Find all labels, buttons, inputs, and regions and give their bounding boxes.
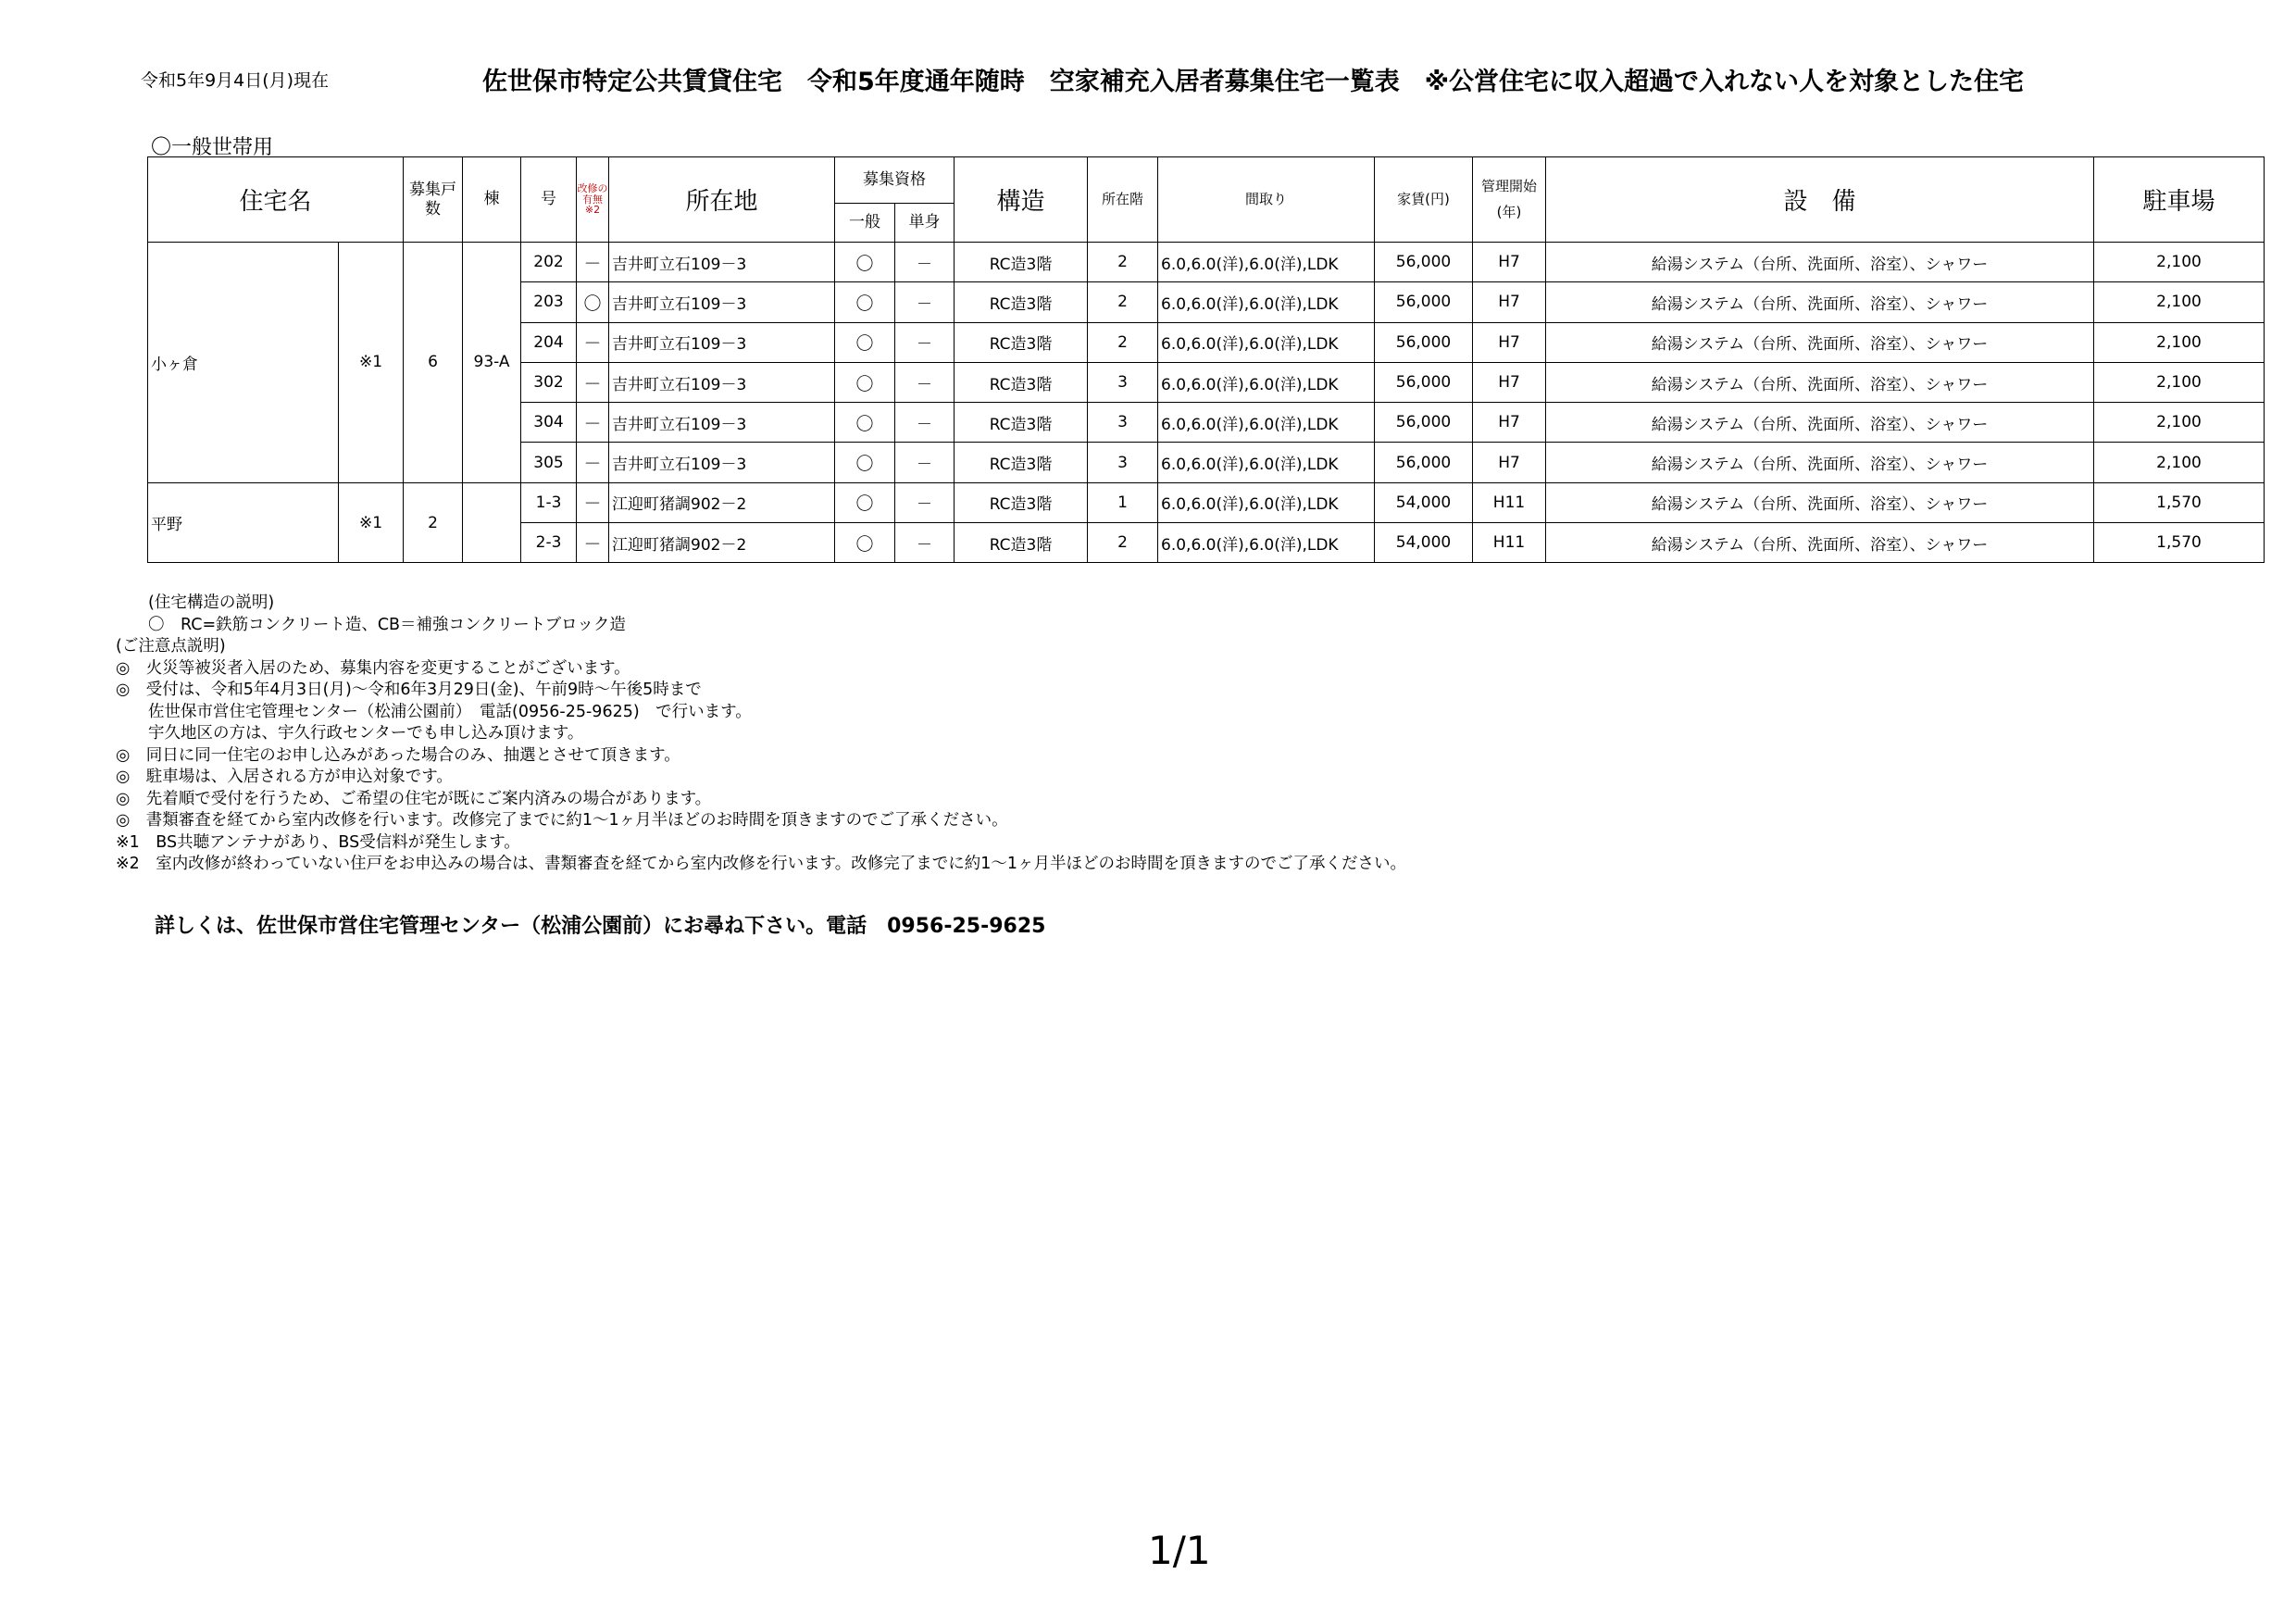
cell-structure: RC造3階	[955, 403, 1088, 443]
cell-general: 〇	[835, 443, 895, 482]
cell-kaishu: －	[577, 443, 609, 482]
cell-rent: 56,000	[1375, 362, 1473, 402]
cell-layout: 6.0,6.0(洋),6.0(洋),LDK	[1158, 322, 1375, 362]
cell-rent: 56,000	[1375, 243, 1473, 282]
header-structure: 構造	[955, 157, 1088, 243]
cell-address: 吉井町立石109－3	[609, 443, 835, 482]
cell-mgmt: H7	[1473, 322, 1546, 362]
cell-parking: 2,100	[2094, 403, 2265, 443]
note-line: 佐世保市営住宅管理センター（松浦公園前） 電話(0956-25-9625) で行います。	[116, 702, 752, 721]
cell-layout: 6.0,6.0(洋),6.0(洋),LDK	[1158, 282, 1375, 322]
cell-structure: RC造3階	[955, 443, 1088, 482]
note-line: ※2 室内改修が終わっていない住戸をお申込みの場合は、書類審査を経てから室内改修を行います。改修完了までに約1～1ヶ月半ほどのお時間を頂きますのでご了承ください。	[116, 855, 1406, 873]
section-label: 〇一般世帯用	[151, 136, 274, 159]
cell-facilities: 給湯システム（台所、洗面所、浴室）、シャワー	[1546, 403, 2094, 443]
cell-building: 93-A	[463, 243, 521, 483]
header-layout: 間取り	[1158, 157, 1375, 243]
cell-single: －	[895, 443, 955, 482]
cell-building	[463, 482, 521, 563]
cell-structure: RC造3階	[955, 322, 1088, 362]
cell-mgmt: H11	[1473, 523, 1546, 563]
cell-kaishu: －	[577, 403, 609, 443]
note-line: ※1 BS共聴アンテナがあり、BS受信料が発生します。	[116, 832, 520, 852]
header-eligibility: 募集資格	[835, 157, 955, 204]
table-row	[148, 482, 2265, 522]
header-general: 一般	[835, 204, 895, 243]
cell-floor: 1	[1088, 482, 1158, 522]
cell-kaishu: －	[577, 523, 609, 563]
header-number: 号	[521, 157, 577, 243]
cell-note: ※1	[339, 243, 404, 483]
header-address: 所在地	[609, 157, 835, 243]
cell-general: 〇	[835, 403, 895, 443]
note-line: ◎ 書類審査を経てから室内改修を行います。改修完了までに約1～1ヶ月半ほどのお時間を頂きますのでご了承ください。	[116, 811, 1008, 830]
cell-facilities: 給湯システム（台所、洗面所、浴室）、シャワー	[1546, 322, 2094, 362]
cell-general: 〇	[835, 282, 895, 322]
cell-parking: 2,100	[2094, 322, 2265, 362]
cell-number: 1-3	[521, 482, 577, 522]
document-date: 令和5年9月4日(月)現在	[141, 70, 330, 91]
cell-mgmt: H7	[1473, 282, 1546, 322]
note-line: 宇久地区の方は、宇久行政センターでも申し込み頂けます。	[116, 724, 584, 743]
header-count: 募集戸数	[404, 157, 463, 243]
note-line: ◎ 駐車場は、入居される方が申込対象です。	[116, 768, 453, 786]
page-number: 1/1	[1148, 1528, 1211, 1573]
cell-housing-name: 平野	[148, 482, 339, 563]
cell-rent: 56,000	[1375, 403, 1473, 443]
header-mgmt-unit: (年)	[1496, 203, 1522, 220]
cell-mgmt: H7	[1473, 403, 1546, 443]
cell-number: 2-3	[521, 523, 577, 563]
cell-count: 6	[404, 243, 463, 483]
cell-single: －	[895, 322, 955, 362]
cell-number: 204	[521, 322, 577, 362]
cell-layout: 6.0,6.0(洋),6.0(洋),LDK	[1158, 362, 1375, 402]
header-parking: 駐車場	[2094, 157, 2265, 243]
cell-number: 305	[521, 443, 577, 482]
note-line: (ご注意点説明)	[116, 637, 226, 656]
cell-parking: 1,570	[2094, 523, 2265, 563]
cell-floor: 2	[1088, 322, 1158, 362]
cell-address: 江迎町猪調902－2	[609, 523, 835, 563]
header-single: 単身	[895, 204, 955, 243]
cell-general: 〇	[835, 523, 895, 563]
header-mgmt-start	[1473, 157, 1546, 243]
cell-structure: RC造3階	[955, 362, 1088, 402]
header-name: 住宅名	[148, 157, 404, 243]
cell-address: 吉井町立石109－3	[609, 282, 835, 322]
cell-single: －	[895, 243, 955, 282]
cell-mgmt: H11	[1473, 482, 1546, 522]
cell-mgmt: H7	[1473, 443, 1546, 482]
housing-table	[147, 156, 2265, 563]
cell-kaishu: －	[577, 482, 609, 522]
cell-mgmt: H7	[1473, 362, 1546, 402]
cell-address: 吉井町立石109－3	[609, 362, 835, 402]
header-facilities: 設 備	[1546, 157, 2094, 243]
cell-address: 吉井町立石109－3	[609, 243, 835, 282]
cell-facilities: 給湯システム（台所、洗面所、浴室）、シャワー	[1546, 482, 2094, 522]
note-line: ◎ 受付は、令和5年4月3日(月)～令和6年3月29日(金)、午前9時～午後5時まで	[116, 681, 702, 699]
cell-structure: RC造3階	[955, 243, 1088, 282]
note-line: ◎ 先着順で受付を行うため、ご希望の住宅が既にご案内済みの場合があります。	[116, 789, 712, 808]
cell-general: 〇	[835, 322, 895, 362]
cell-number: 203	[521, 282, 577, 322]
cell-kaishu: －	[577, 362, 609, 402]
cell-parking: 2,100	[2094, 282, 2265, 322]
cell-single: －	[895, 403, 955, 443]
cell-floor: 3	[1088, 362, 1158, 402]
cell-facilities: 給湯システム（台所、洗面所、浴室）、シャワー	[1546, 282, 2094, 322]
cell-floor: 2	[1088, 282, 1158, 322]
cell-kaishu: －	[577, 322, 609, 362]
header-floor: 所在階	[1088, 157, 1158, 243]
cell-floor: 2	[1088, 523, 1158, 563]
note-line: ◎ 同日に同一住宅のお申し込みがあった場合のみ、抽選とさせて頂きます。	[116, 745, 680, 765]
note-line: 〇 RC=鉄筋コンクリート造、CB＝補強コンクリートブロック造	[116, 615, 626, 634]
cell-structure: RC造3階	[955, 282, 1088, 322]
cell-parking: 2,100	[2094, 443, 2265, 482]
table-row	[148, 243, 2265, 282]
cell-floor: 2	[1088, 243, 1158, 282]
document-title: 佐世保市特定公共賃貸住宅 令和5年度通年随時 空家補充入居者募集住宅一覧表 ※公営住宅に収入超過で入れない人を対象とした住宅	[482, 68, 2025, 96]
notes-section	[116, 593, 1406, 876]
cell-floor: 3	[1088, 443, 1158, 482]
cell-single: －	[895, 362, 955, 402]
cell-structure: RC造3階	[955, 482, 1088, 522]
cell-floor: 3	[1088, 403, 1158, 443]
cell-parking: 2,100	[2094, 243, 2265, 282]
cell-layout: 6.0,6.0(洋),6.0(洋),LDK	[1158, 403, 1375, 443]
cell-rent: 54,000	[1375, 523, 1473, 563]
cell-single: －	[895, 523, 955, 563]
cell-layout: 6.0,6.0(洋),6.0(洋),LDK	[1158, 482, 1375, 522]
cell-parking: 1,570	[2094, 482, 2265, 522]
cell-facilities: 給湯システム（台所、洗面所、浴室）、シャワー	[1546, 523, 2094, 563]
cell-kaishu: 〇	[577, 282, 609, 322]
cell-note: ※1	[339, 482, 404, 563]
contact-info: 詳しくは、佐世保市営住宅管理センター（松浦公園前）にお尋ね下さい。電話 0956-25-9625	[155, 915, 1046, 938]
cell-rent: 54,000	[1375, 482, 1473, 522]
cell-general: 〇	[835, 482, 895, 522]
header-kaishu: 改修の有無※2	[577, 157, 609, 243]
cell-address: 吉井町立石109－3	[609, 403, 835, 443]
cell-facilities: 給湯システム（台所、洗面所、浴室）、シャワー	[1546, 443, 2094, 482]
cell-layout: 6.0,6.0(洋),6.0(洋),LDK	[1158, 443, 1375, 482]
cell-rent: 56,000	[1375, 322, 1473, 362]
cell-count: 2	[404, 482, 463, 563]
header-rent: 家賃(円)	[1375, 157, 1473, 243]
cell-number: 304	[521, 403, 577, 443]
table-header-row	[148, 157, 2265, 204]
cell-rent: 56,000	[1375, 282, 1473, 322]
cell-parking: 2,100	[2094, 362, 2265, 402]
cell-address: 吉井町立石109－3	[609, 322, 835, 362]
cell-facilities: 給湯システム（台所、洗面所、浴室）、シャワー	[1546, 243, 2094, 282]
cell-address: 江迎町猪調902－2	[609, 482, 835, 522]
cell-single: －	[895, 282, 955, 322]
cell-structure: RC造3階	[955, 523, 1088, 563]
cell-mgmt: H7	[1473, 243, 1546, 282]
cell-kaishu: －	[577, 243, 609, 282]
cell-general: 〇	[835, 243, 895, 282]
header-mgmt-start-label: 管理開始	[1481, 178, 1538, 194]
cell-housing-name: 小ヶ倉	[148, 243, 339, 483]
cell-layout: 6.0,6.0(洋),6.0(洋),LDK	[1158, 523, 1375, 563]
cell-general: 〇	[835, 362, 895, 402]
note-line: (住宅構造の説明)	[116, 593, 275, 612]
cell-rent: 56,000	[1375, 443, 1473, 482]
cell-number: 302	[521, 362, 577, 402]
note-line: ◎ 火災等被災者入居のため、募集内容を変更することがございます。	[116, 658, 630, 678]
cell-number: 202	[521, 243, 577, 282]
cell-facilities: 給湯システム（台所、洗面所、浴室）、シャワー	[1546, 362, 2094, 402]
cell-single: －	[895, 482, 955, 522]
cell-layout: 6.0,6.0(洋),6.0(洋),LDK	[1158, 243, 1375, 282]
header-building: 棟	[463, 157, 521, 243]
